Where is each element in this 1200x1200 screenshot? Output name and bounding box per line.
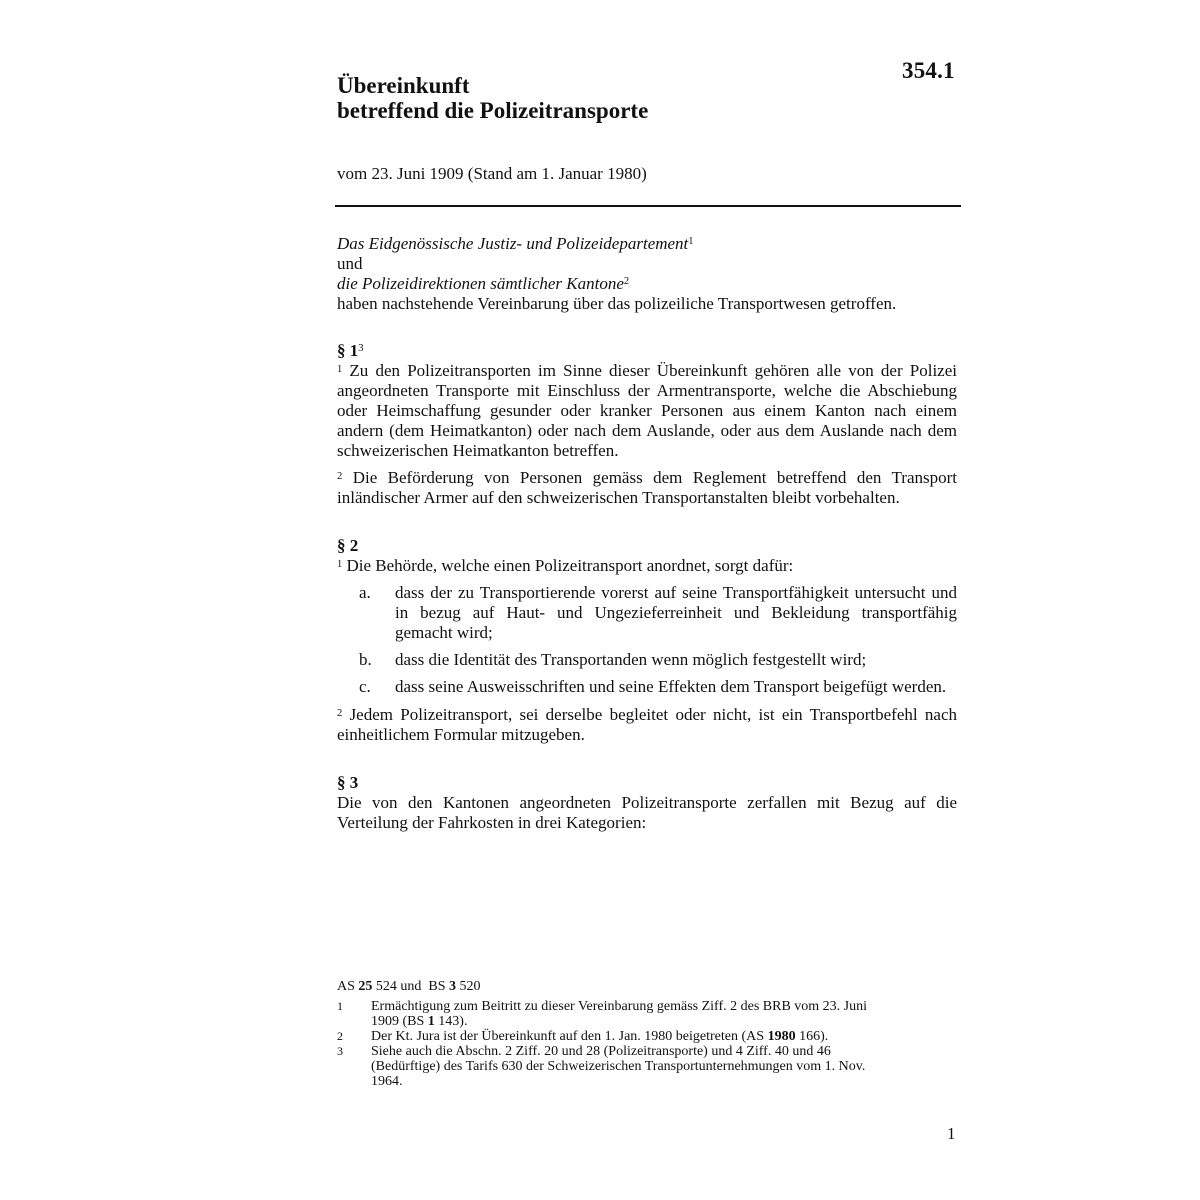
list-item-text: dass der zu Transportierende vorerst auf seine Transportfähigkeit untersucht und in bezug auf Haut- und Ungezieferreinheit und Bekleidung transportfähig gemacht wird; [395,583,957,642]
paragraph-number: 2 [337,471,343,482]
date-line: vom 23. Juni 1909 (Stand am 1. Januar 1980) [337,164,647,183]
section-3-heading: § 3 [337,773,359,792]
footnote-ref-1[interactable]: 1 [688,236,694,247]
preamble-party-1: Das Eidgenössische Justiz- und Polizeidepartement [337,234,689,253]
list-item-text: dass die Identität des Transportanden wenn möglich festgestellt wird; [395,650,867,669]
section-2-list [337,583,957,697]
preamble-conjunction: und [337,254,363,273]
section-3-paragraph-1: Die von den Kantonen angeordneten Polizeitransporte zerfallen mit Bezug auf die Verteilung der Fahrkosten in drei Kategorien: [337,793,957,832]
footnotes [337,979,897,1089]
list-item-letter: a. [359,583,371,602]
paragraph-number: 1 [337,559,343,570]
section-2-heading: § 2 [337,536,359,555]
list-item [337,650,957,670]
preamble-statement: haben nachstehende Vereinbarung über das polizeiliche Transportwesen getroffen. [337,294,897,313]
paragraph-number: 1 [337,364,343,375]
footnote-number: 2 [337,1029,343,1043]
list-item [337,677,957,697]
section-1-paragraph-1 [337,361,957,461]
list-item-letter: c. [359,677,371,696]
paragraph-text: Jedem Polizeitransport, sei derselbe begleitet oder nicht, ist ein Transportbefehl nach einheitlichem Formular mitzugeben. [337,705,958,744]
section-3 [337,773,957,833]
title-line-1: Übereinkunft [337,73,470,98]
preamble [337,234,957,314]
footnote-source: AS 25 524 und BS 3 520 [337,979,481,994]
title-line-2: betreffend die Polizeitransporte [337,98,649,123]
paragraph-text: Die Behörde, welche einen Polizeitransport anordnet, sorgt dafür: [346,556,794,575]
footnote-1: 1 Ermächtigung zum Beitritt zu dieser Vereinbarung gemäss Ziff. 2 des BRB vom 23. Juni 1909 (BS 1 143). [337,999,868,1029]
section-2-paragraph-2 [337,705,957,745]
footnote-number: 3 [337,1044,343,1058]
header-divider [335,205,961,207]
list-item [337,583,957,643]
paragraph-text: Die Beförderung von Personen gemäss dem Reglement betreffend den Transport inländischer Armer auf den schweizerischen Transportanstalten bleibt vorbehalten. [337,468,958,507]
footnote-2: 2 Der Kt. Jura ist der Übereinkunft auf den 1. Jan. 1980 beigetreten (AS 1980 166). [337,1029,829,1044]
section-2 [337,536,957,745]
list-item-text: dass seine Ausweisschriften und seine Effekten dem Transport beigefügt werden. [395,677,947,696]
preamble-party-2: die Polizeidirektionen sämtlicher Kantone [337,274,624,293]
list-item-letter: b. [359,650,372,669]
page-number: 1 [947,1124,956,1143]
document-body [337,234,957,840]
sr-number: 354.1 [902,58,955,83]
document-title [337,73,648,123]
footnote-ref-2[interactable]: 2 [623,276,630,287]
footnote-ref-3[interactable]: 3 [358,343,364,354]
section-2-paragraph-1 [337,556,957,576]
section-1-heading: § 1 [337,341,359,360]
paragraph-number: 2 [337,708,343,719]
paragraph-text: Zu den Polizeitransporten im Sinne dieser Übereinkunft gehören alle von der Polizei angeordneten Transporte mit Einschluss der Armentransporte, welche die Abschiebung oder Heimschaffung gesunder oder kranker Personen aus einem Kanton nach einem andern (dem Heimatkanton) oder nach dem Auslande, oder aus dem Auslande nach dem schweizerischen Heimatkanton betreffen. [337,361,957,460]
section-1-paragraph-2 [337,468,957,508]
footnote-3: 3 Siehe auch die Abschn. 2 Ziff. 20 und 28 (Polizeitransporte) und 4 Ziff. 40 und 46 (Bedürftige) des Tarifs 630 der Schweizerischen Transportunternehmungen vom 1. Nov. 1964. [337,1044,866,1089]
section-1 [337,341,957,508]
footnote-number: 1 [337,999,343,1013]
